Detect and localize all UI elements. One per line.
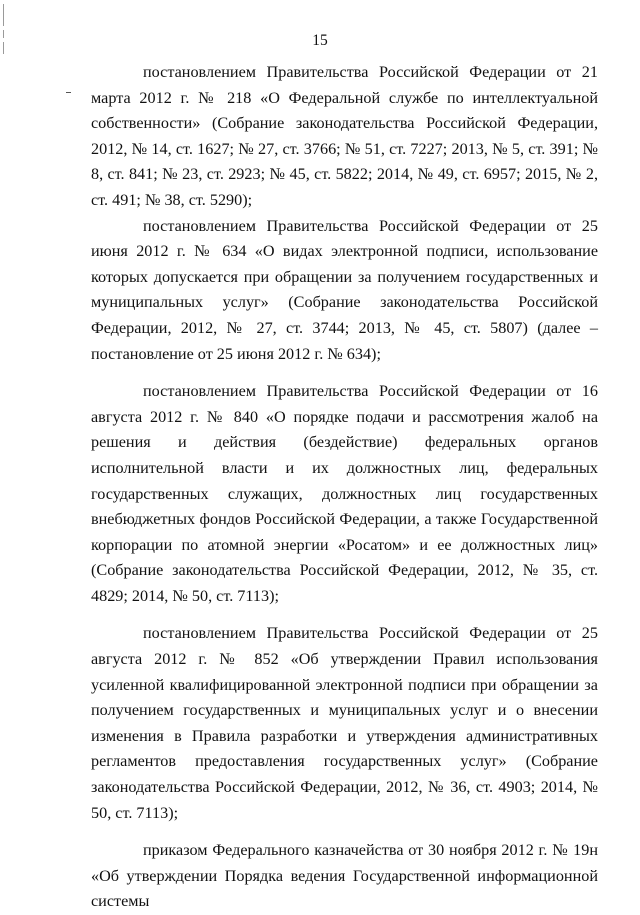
paragraph-resolution-218: постановлением Правительства Российской Федерации от 21 марта 2012 г. № 218 «О Федеральной службе по интеллектуальной собственности» (Собрание законодательства Российской Федерации, 2012, № 14, ст. 1627; № 27, ст. 3766; № 51, ст. 7227; 2013, № 5, ст. 391; № 8, ст. 841; № 23, ст. 2923; № 45, ст. 5822; 2014, № 49, ст. 6957; 2015, № 2, ст. 491; № 38, ст. 5290); <box>91 63 598 209</box>
paragraph-resolution-634: постановлением Правительства Российской Федерации от 25 июня 2012 г. № 634 «О видах электронной подписи, использование которых допускается при обращении за получением государственных и муниципальных услуг» (Собрание законодательства Российской Федерации, 2012, № 27, ст. 3744; 2013, № 45, ст. 5807) (далее – постановление от 25 июня 2012 г. № 634); <box>91 216 598 363</box>
paragraph-order-19n: приказом Федерального казначейства от 30 ноября 2012 г. № 19н «Об утверждении Порядка ведения Государственной информационной системы <box>91 841 598 911</box>
page-number: 15 <box>312 32 328 49</box>
document-body <box>91 60 598 915</box>
paragraph-resolution-852: постановлением Правительства Российской Федерации от 25 августа 2012 г. № 852 «Об утверждении Правил использования усиленной квалифицированной электронной подписи при обращении за получением государственных и муниципальных услуг и о внесении изменения в Правила разработки и утверждения административных регламентов предоставления государственных услуг» (Собрание законодательства Российской Федерации, 2012, № 36, ст. 4903; 2014, № 50, ст. 7113); <box>91 624 598 822</box>
paragraph-resolution-840: постановлением Правительства Российской Федерации от 16 августа 2012 г. № 840 «О порядке подачи и рассмотрения жалоб на решения и действия (бездействие) федеральных органов исполнительной власти и их должностных лиц, федеральных государственных служащих, должностных лиц государственных внебюджетных фондов Российской Федерации, а также Государственной корпорации по атомной энергии «Росатом» и ее должностных лиц» (Собрание законодательства Российской Федерации, 2012, № 35, ст. 4829; 2014, № 50, ст. 7113); <box>91 382 598 605</box>
scan-edge-mark <box>3 4 4 26</box>
margin-mark <box>66 92 71 93</box>
